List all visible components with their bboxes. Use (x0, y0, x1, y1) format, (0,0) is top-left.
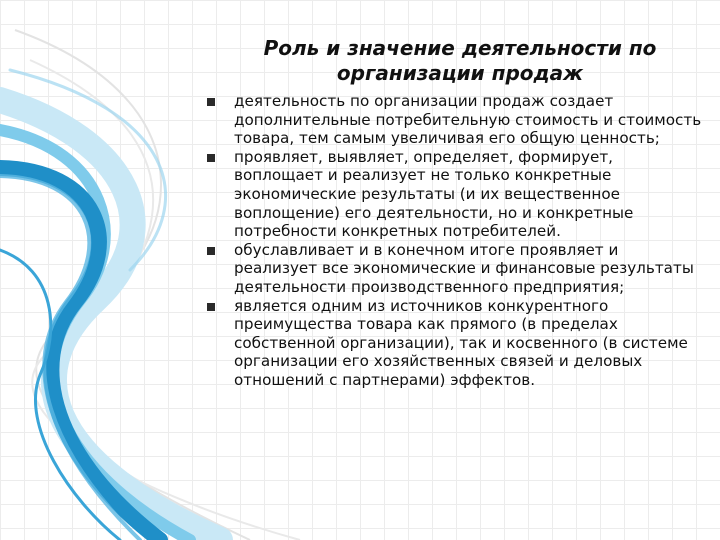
bullet-text: является одним из источников конкурентного преимущества товара как прямого (в пределах собственной организации), так и косвенного (в системе организации его хозяйственных связей и деловых отношений с партнерами) эффектов. (234, 296, 688, 389)
bullet-text: проявляет, выявляет, определяет, формирует, воплощает и реализует не только конкретные экономические результаты (и их вещественное воплощение) его деятельности, но и конкретные потребности конкретных потребителей. (234, 147, 634, 241)
bullet-item (206, 297, 706, 390)
slide-title: Роль и значение деятельности по организации продаж (263, 36, 657, 85)
square-bullet-icon (207, 247, 215, 255)
bullet-item (206, 148, 706, 241)
bullet-item (206, 92, 706, 148)
square-bullet-icon (207, 98, 215, 106)
bullet-text: деятельность по организации продаж создает дополнительные потребительную стоимость и стоимость товара, тем самым увеличивая его общую ценность; (234, 92, 702, 148)
square-bullet-icon (207, 303, 215, 311)
bullet-item (206, 241, 706, 297)
bullet-text: обуславливает и в конечном итоге проявляет и реализует все экономические и финансовые результаты деятельности производственного предприятия; (234, 240, 694, 296)
bullet-list (206, 92, 706, 390)
square-bullet-icon (207, 154, 215, 162)
